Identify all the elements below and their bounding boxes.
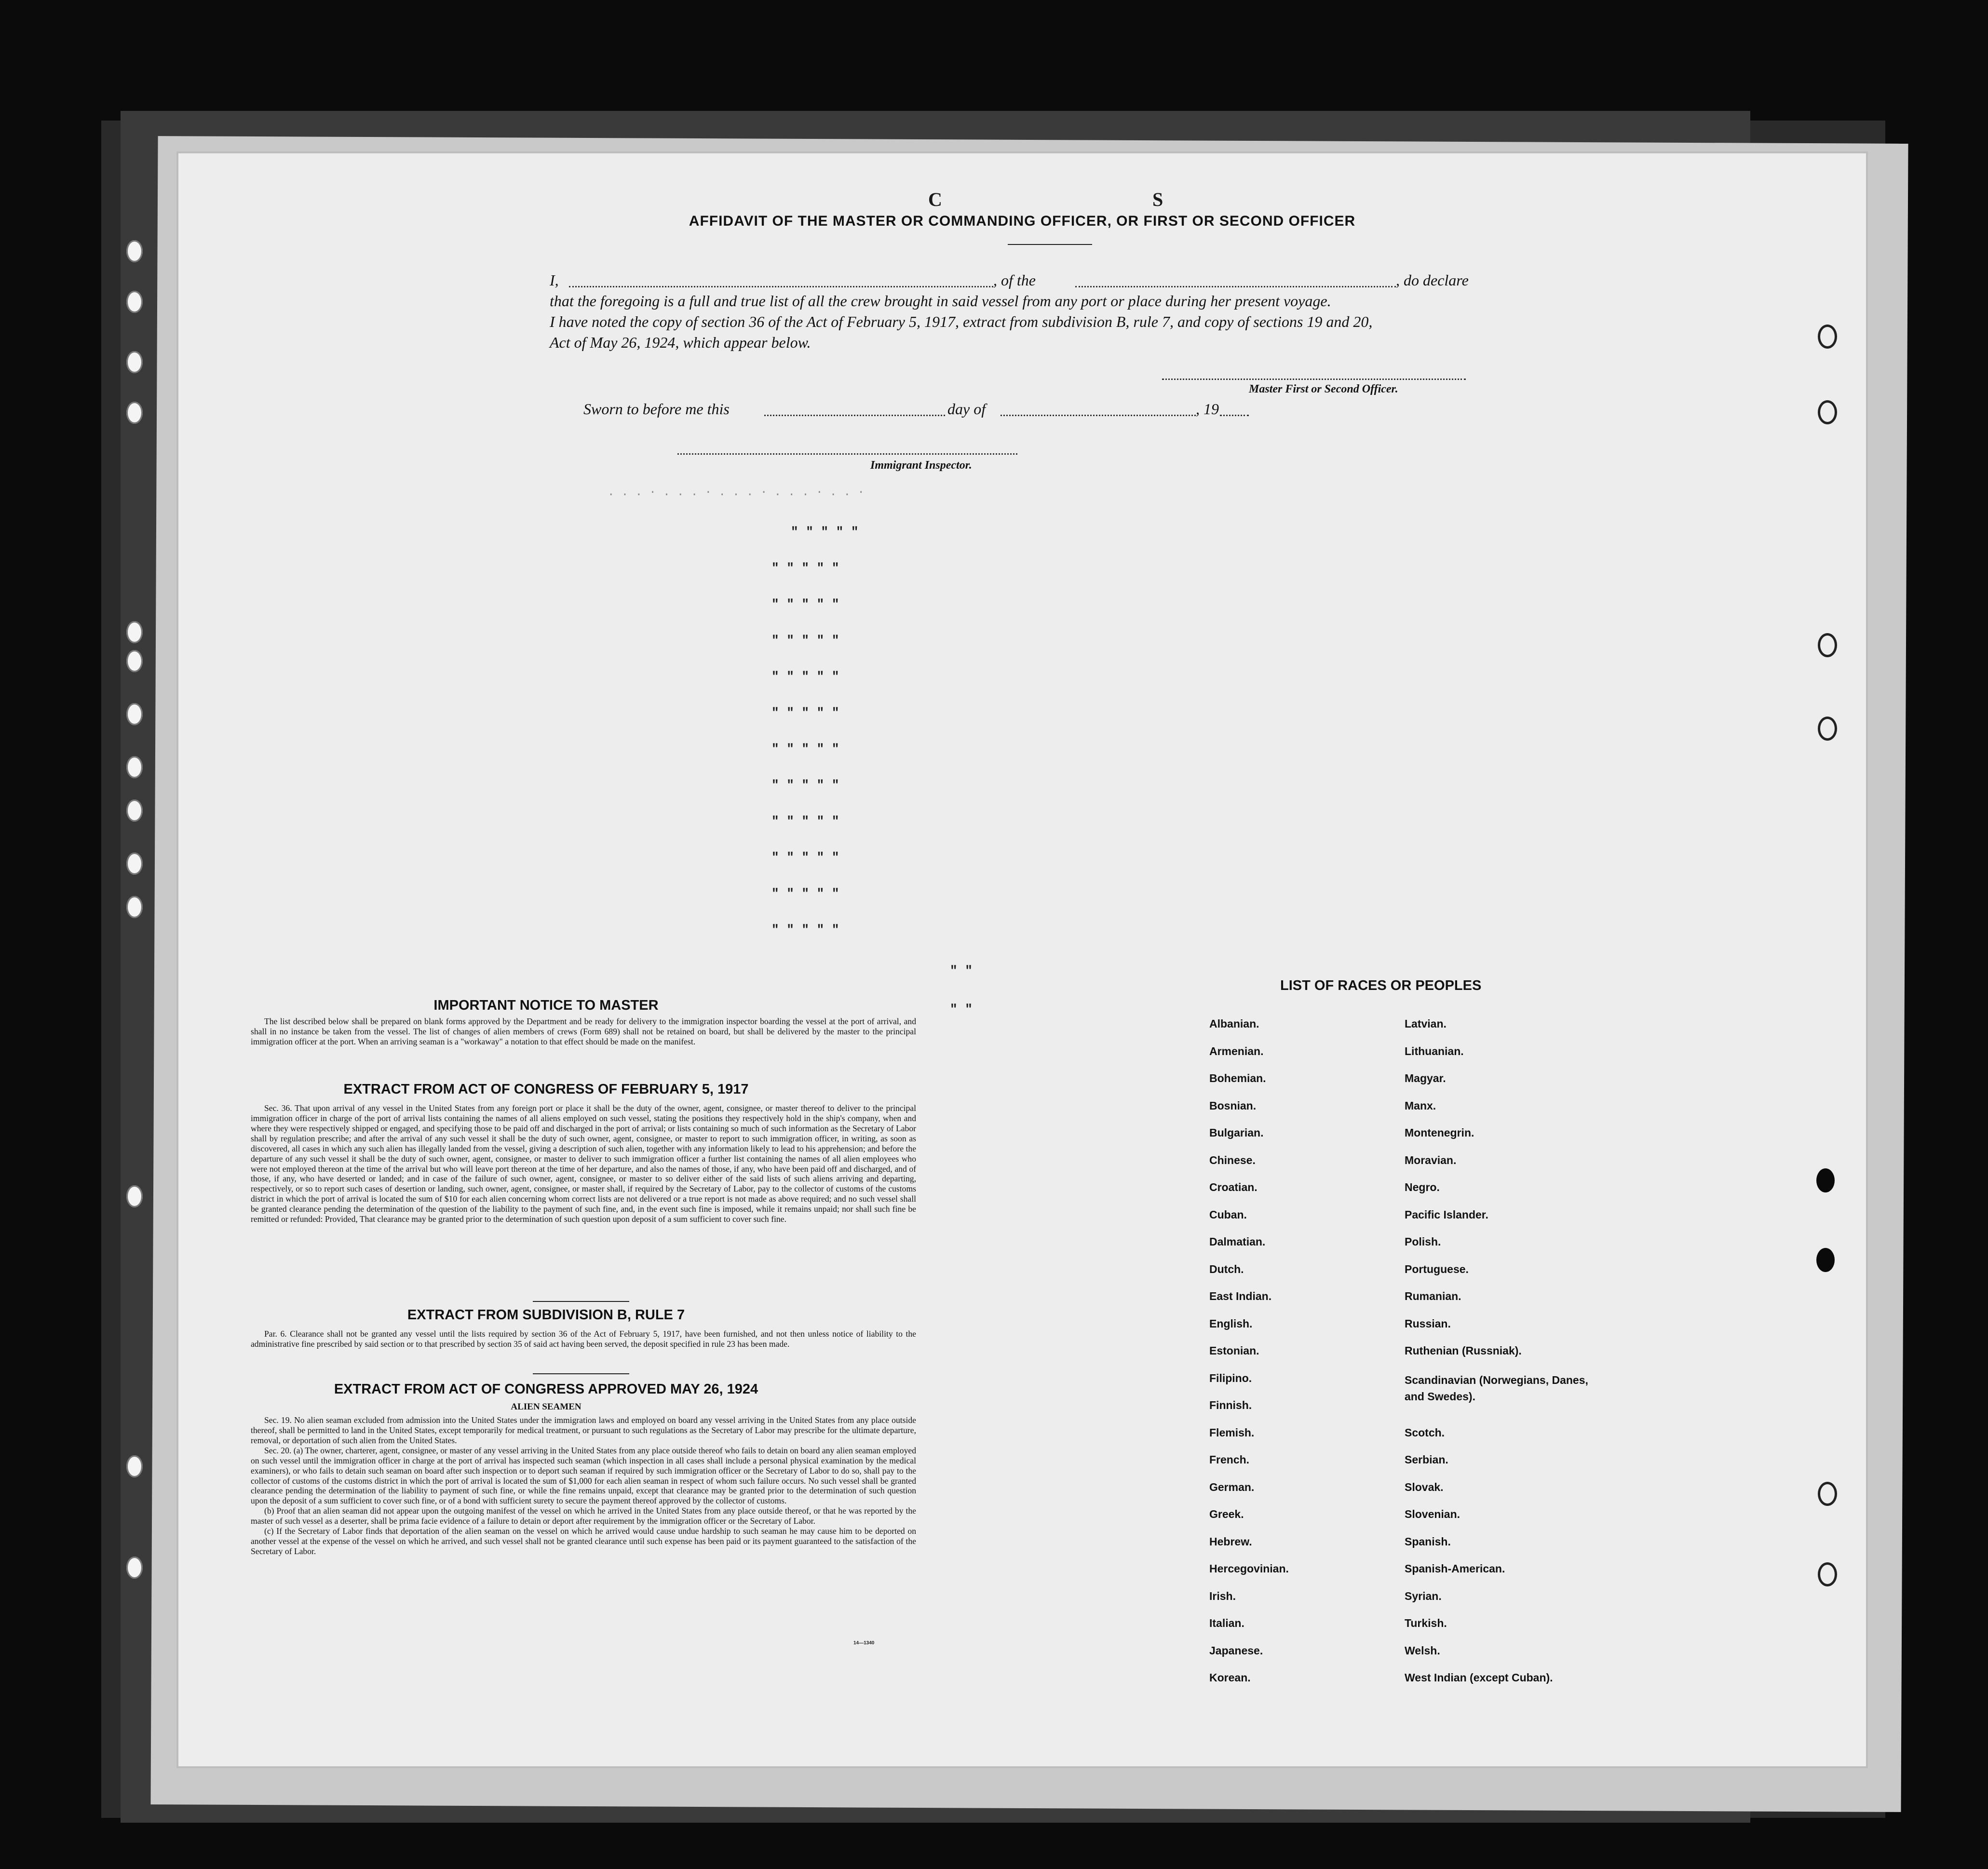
punch-hole [126, 351, 143, 373]
race-item: Bulgarian. [1209, 1126, 1264, 1139]
show-through-row: " " " " " [771, 814, 839, 828]
race-item: Pacific Islander. [1405, 1208, 1488, 1221]
act-1924-paragraph-20a: Sec. 20. (a) The owner, charterer, agent, consignee, or master of any vessel arriving in the United States from any place outside thereof who fails to detain on board any alien seaman employed on such vessel until the immigration officer in charge at the port of arrival has inspected such seaman (which inspection in all cases shall include a personal physical examination by the medical examiners), or who fails to detain such seaman on board after such inspection or to deport such seaman if required by such immigration officer or the Secretary of Labor to do so, shall pay to the collector of customs of the customs district in which the port of arrival is located the sum of $1,000 for each alien seaman in respect of whom such failure occurs. No such vessel shall be granted clearance pending the determination of the liability to payment of such fine, or while the fine remains unpaid, except that clearance may be granted prior to the determination of such question upon the deposit of a sum sufficient to cover such fine, or of a bond with sufficient surety to secure the payment thereof approved by the collector of customs. [251, 1445, 916, 1506]
race-item: Filipino. [1209, 1371, 1252, 1384]
race-item: Bosnian. [1209, 1099, 1257, 1112]
show-through-row: " " " " " [771, 633, 839, 648]
race-item: Lithuanian. [1405, 1044, 1464, 1057]
race-item: French. [1209, 1453, 1250, 1466]
binder-hole-dark [1816, 1168, 1835, 1192]
race-item: Rumanian. [1405, 1290, 1461, 1302]
race-item: Serbian. [1405, 1453, 1448, 1466]
act-1917-text [251, 1103, 916, 1224]
section-divider [533, 1373, 629, 1374]
notice-paragraph: The list described below shall be prepared on blank forms approved by the Department and be ready for delivery to the immigration inspector boarding the vessel at the port of arrival, and shall in no instance be taken from the vessel. The list of changes of alien members of crews (Form 689) shall not be retained on board, but shall be delivered by the master to the principal immigration officer at the port. When an arriving seaman is a "workaway" a notation to that effect should be made on the manifest. [251, 1016, 916, 1046]
binder-ring-mark [1818, 1482, 1837, 1506]
race-item: Latvian. [1405, 1017, 1447, 1030]
punch-hole [126, 1185, 143, 1207]
affidavit-line1-prefix: I, [550, 271, 559, 289]
punch-hole [126, 703, 143, 725]
race-item: Polish. [1405, 1235, 1441, 1248]
race-item: Portuguese. [1405, 1262, 1469, 1275]
race-item: Estonian. [1209, 1344, 1259, 1357]
act-1917-paragraph: Sec. 36. That upon arrival of any vessel in the United States from any foreign port or place it shall be the duty of the owner, agent, consignee, or master thereof to deliver to the principal immigration officer in charge of the port of arrival lists containing the names of all aliens employed on such vessel, stating the positions they respectively hold in the ship's company, when and where they were respectively shipped or engaged, and specifying those to be paid off and discharged in the port of arrival; or lists containing so much of such information as the Secretary of Labor shall by regulation prescribe; and after the arrival of any such vessel it shall be the duty of such owner, agent, consignee, or master to report to such immigration officer, in writing, as soon as discovered, all cases in which any such alien has illegally landed from the vessel, giving a description of such alien, together with any information likely to lead to his apprehension; and before the departure of any such vessel it shall be the duty of such owner, agent, consignee, or master to deliver to such immigration officer a further list containing the names of all alien employees who were not employed thereon at the time of the arrival but who will leave port thereon at the time of her departure, and also the names of those, if any, who have been paid off and discharged, and of those, if any, who have deserted or landed; and in case of the failure of such owner, agent, consignee, or master to so deliver either of the said lists of such aliens arriving and departing, respectively, or so to report such cases of desertion or landing, such owner, agent, consignee, or master shall, if required by the Secretary of Labor, pay to the collector of customs of the customs district in which the port of arrival is located the sum of $10 for each alien concerning whom correct lists are not delivered or a true report is not made as above required; and no such vessel shall be granted clearance pending the determination of the question of the liability to the payment of such fine, and, in the event such fine is imposed, while it remains unpaid; nor shall such fine be remitted or refunded: Provided, That clearance may be granted prior to the determination of such question upon deposit of a sum sufficient to cover such fine. [251, 1103, 916, 1224]
sworn-middle: day of [947, 400, 986, 418]
sworn-prefix: Sworn to before me this [583, 400, 730, 418]
race-item: Chinese. [1209, 1153, 1256, 1166]
race-item: Hebrew. [1209, 1535, 1252, 1548]
race-item: Armenian. [1209, 1044, 1264, 1057]
race-item: Manx. [1405, 1099, 1436, 1112]
document-page [178, 153, 1866, 1766]
notice-title: IMPORTANT NOTICE TO MASTER [433, 998, 659, 1013]
title-divider [1008, 244, 1092, 245]
master-name-field[interactable] [569, 286, 993, 287]
punch-hole [126, 896, 143, 918]
race-item: Ruthenian (Russniak). [1405, 1344, 1522, 1357]
punch-hole [126, 1557, 143, 1579]
race-item: Syrian. [1405, 1589, 1442, 1602]
race-item: Bohemian. [1209, 1072, 1266, 1084]
race-item: Cuban. [1209, 1208, 1247, 1221]
show-through-row: " " [950, 963, 973, 978]
race-item: Montenegrin. [1405, 1126, 1474, 1139]
race-item: Negro. [1405, 1181, 1440, 1193]
binder-hole-dark [1816, 1248, 1835, 1272]
vessel-name-field[interactable] [1075, 286, 1396, 287]
binder-ring-mark [1818, 717, 1837, 741]
show-through-row: . . . · . . . · . . . · . . . · . . · [608, 486, 865, 499]
binder-ring-mark [1818, 633, 1837, 657]
act-1924-subtitle: ALIEN SEAMEN [511, 1402, 582, 1412]
race-item: Spanish-American. [1405, 1562, 1505, 1575]
punch-hole [126, 291, 143, 313]
race-item: Dalmatian. [1209, 1235, 1266, 1248]
race-item: Japanese. [1209, 1644, 1263, 1657]
race-item: Spanish. [1405, 1535, 1451, 1548]
show-through-row: " " " " " [771, 742, 839, 756]
race-item: Slovak. [1405, 1480, 1444, 1493]
race-item: Moravian. [1405, 1153, 1457, 1166]
show-through-row: " " " " " [791, 525, 859, 539]
race-item: English. [1209, 1317, 1253, 1330]
binder-ring-mark [1818, 1562, 1837, 1586]
sworn-month-field[interactable] [1001, 415, 1196, 416]
binder-ring-mark [1818, 400, 1837, 424]
affidavit-line4: Act of May 26, 1924, which appear below. [550, 334, 811, 351]
inspector-label: Immigrant Inspector. [870, 459, 972, 472]
act-1924-paragraph-20c: (c) If the Secretary of Labor finds that deportation of the alien seaman on the vessel on which he arrived would cause undue hardship to such seaman he may cause him to be deported on another vessel at the expense of the vessel on which he arrived, and such vessel shall not be granted clearance until such expense has been paid or its payment guaranteed to the satisfaction of the Secretary of Labor. [251, 1526, 916, 1556]
section-divider [533, 1301, 629, 1302]
race-item: Turkish. [1405, 1617, 1447, 1629]
show-through-row: " " " " " [771, 778, 839, 792]
act-1917-title: EXTRACT FROM ACT OF CONGRESS OF FEBRUARY 5, 1917 [343, 1082, 749, 1097]
race-item: Greek. [1209, 1508, 1244, 1520]
notice-text [251, 1016, 916, 1047]
affidavit-line2: that the foregoing is a full and true list of all the crew brought in said vessel from any port or place during her present voyage. [550, 292, 1331, 310]
race-item: Slovenian. [1405, 1508, 1461, 1520]
act-1924-text [251, 1415, 916, 1557]
punch-hole [126, 402, 143, 424]
race-item: Scotch. [1405, 1426, 1445, 1439]
race-item: Finnish. [1209, 1399, 1252, 1411]
signature-line[interactable] [1162, 379, 1466, 380]
subdivision-b-text [251, 1329, 916, 1349]
show-through-row: " " " " " [771, 850, 839, 865]
race-item: Italian. [1209, 1617, 1244, 1629]
show-through-row: " " " " " [771, 705, 839, 720]
races-left-column [1209, 1017, 1289, 1699]
header-mark-left: C [928, 189, 942, 210]
show-through-row: " " " " " [771, 922, 839, 937]
race-item: Flemish. [1209, 1426, 1255, 1439]
races-title: LIST OF RACES OR PEOPLES [1280, 978, 1482, 993]
punch-hole [126, 240, 143, 262]
sworn-suffix: , 19 [1196, 400, 1219, 418]
show-through-row: " " " " " [771, 561, 839, 575]
sworn-day-field[interactable] [764, 415, 945, 416]
punch-hole [126, 621, 143, 643]
signature-label: Master First or Second Officer. [1249, 383, 1398, 395]
race-item: East Indian. [1209, 1290, 1272, 1302]
binder-ring-mark [1818, 325, 1837, 349]
race-item: Croatian. [1209, 1181, 1258, 1193]
punch-hole [126, 650, 143, 672]
act-1924-paragraph-20b: (b) Proof that an alien seaman did not appear upon the outgoing manifest of the vessel on which he arrived in the United States from any place outside thereof, or that he was reported by the master of such vessel as a deserter, shall be prima facie evidence of a failure to detain or deport after requirement by the immigration officer or the Secretary of Labor. [251, 1506, 916, 1526]
show-through-row: " " [950, 1002, 973, 1016]
inspector-signature-line[interactable] [677, 453, 1017, 455]
punch-hole [126, 799, 143, 822]
sworn-year-field[interactable] [1220, 415, 1249, 416]
affidavit-line1-suffix: , do declare [1396, 271, 1469, 289]
form-print-number: 14—1340 [853, 1640, 875, 1646]
race-item: German. [1209, 1480, 1255, 1493]
races-right-column [1405, 1017, 1607, 1699]
race-item: Welsh. [1405, 1644, 1440, 1657]
race-item: Russian. [1405, 1317, 1451, 1330]
header-mark-right: S [1152, 189, 1163, 210]
punch-hole [126, 1455, 143, 1477]
race-item: West Indian (except Cuban). [1405, 1671, 1553, 1684]
act-1924-title: EXTRACT FROM ACT OF CONGRESS APPROVED MAY 26, 1924 [334, 1381, 758, 1397]
show-through-row: " " " " " [771, 597, 839, 611]
show-through-row: " " " " " [771, 669, 839, 684]
race-item: Magyar. [1405, 1072, 1446, 1084]
show-through-row: " " " " " [771, 886, 839, 901]
punch-hole [126, 756, 143, 778]
punch-hole [126, 853, 143, 875]
subdivision-b-title: EXTRACT FROM SUBDIVISION B, RULE 7 [407, 1307, 685, 1323]
affidavit-title: AFFIDAVIT OF THE MASTER OR COMMANDING OFFICER, OR FIRST OR SECOND OFFICER [689, 213, 1356, 229]
affidavit-line1-middle: , of the [993, 271, 1036, 289]
race-item: Korean. [1209, 1671, 1251, 1684]
race-item: Dutch. [1209, 1262, 1244, 1275]
race-item: Hercegovinian. [1209, 1562, 1289, 1575]
race-item: Irish. [1209, 1589, 1236, 1602]
race-item: Albanian. [1209, 1017, 1259, 1030]
affidavit-line3: I have noted the copy of section 36 of the Act of February 5, 1917, extract from subdivision B, rule 7, and copy of sections 19 and 20, [550, 313, 1373, 330]
act-1924-paragraph-19: Sec. 19. No alien seaman excluded from admission into the United States under the immigration laws and employed on board any vessel arriving in the United States from any place outside thereof, shall be permitted to land in the United States, except temporarily for medical treatment, or pursuant to such regulations as the Secretary of Labor may prescribe for the ultimate departure, removal, or deportation of such alien from the United States. [251, 1415, 916, 1445]
race-item: Scandinavian (Norwegians, Danes, and Swedes). [1405, 1373, 1588, 1403]
subdivision-b-paragraph: Par. 6. Clearance shall not be granted any vessel until the lists required by section 36 of the Act of February 5, 1917, have been furnished, and not then unless notice of liability to the administrative fine prescribed by said section or to that prescribed by section 35 of said act having been served, the deposit specified in rule 23 has been made. [251, 1329, 916, 1349]
